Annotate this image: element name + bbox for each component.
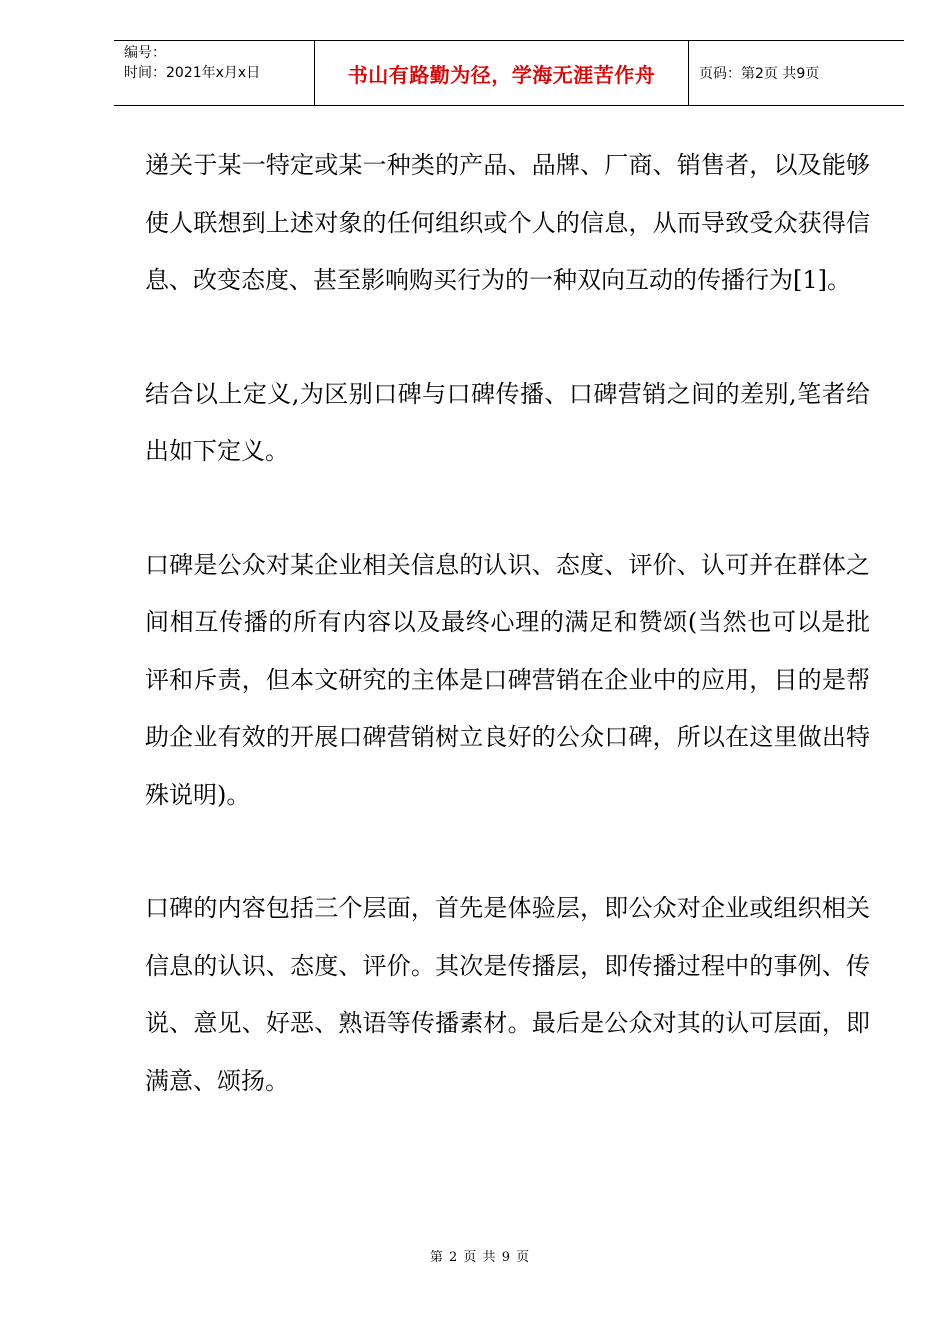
header-motto: 书山有路勤为径，学海无涯苦作舟 [315,41,689,105]
page-header [114,40,904,106]
body-paragraph: 结合以上定义,为区别口碑与口碑传播、口碑营销之间的差别,笔者给出如下定义。 [145,379,870,465]
body-paragraph: 递关于某一特定或某一种类的产品、品牌、厂商、销售者，以及能够使人联想到上述对象的任何组织或个人的信息，从而导致受众获得信息、改变态度、甚至影响购买行为的一种双向互动的传播行为[1]。 [145,151,870,294]
body-paragraph: 口碑是公众对某企业相关信息的认识、态度、评价、认可并在群体之间相互传播的所有内容以及最终心理的满足和赞颂(当然也可以是批评和斥责，但本文研究的主体是口碑营销在企业中的应用，目的是帮助企业有效的开展口碑营销树立良好的公众口碑，所以在这里做出特殊说明)。 [145,550,870,809]
body-paragraph: 口碑的内容包括三个层面，首先是体验层，即公众对企业或组织相关信息的认识、态度、评价。其次是传播层，即传播过程中的事例、传说、意见、好恶、熟语等传播素材。最后是公众对其的认可层面，即满意、颂扬。 [145,894,870,1095]
header-meta [114,41,315,105]
page-footer: 第 2 页 共 9 页 [429,1250,531,1265]
document-body [145,137,870,1110]
document-number-label: 编号： [124,45,166,61]
header-page-info: 页码：第2页 共9页 [699,66,820,82]
document-time-label: 时间：2021年x月x日 [124,65,261,81]
